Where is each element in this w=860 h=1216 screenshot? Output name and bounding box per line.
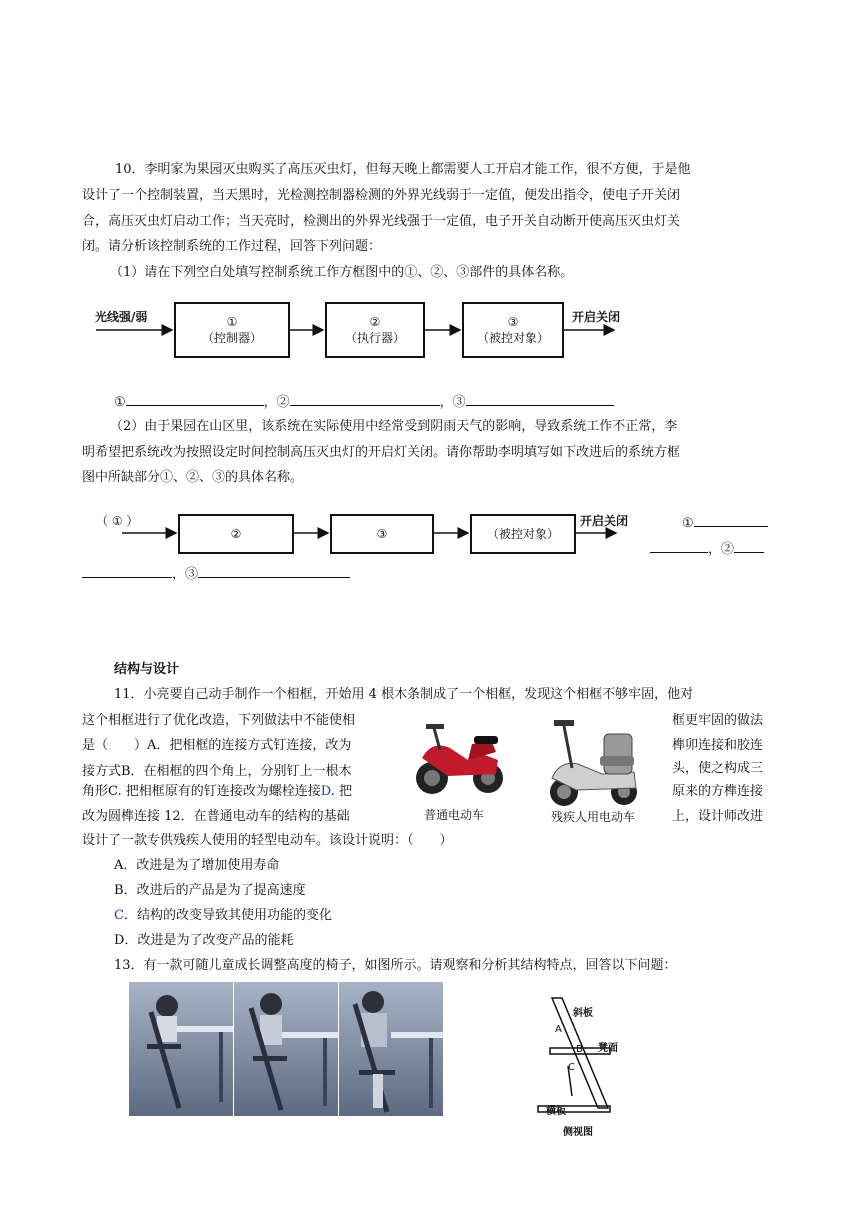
q12-option-b <box>114 882 306 900</box>
q11-line-5-tail: . 把 <box>330 784 352 799</box>
q12-option-c-letter: C <box>114 908 124 923</box>
diagram2-input-label: （ ① ） <box>96 514 139 528</box>
side-view-label-a: A <box>555 1024 562 1035</box>
q11-line-1: 11．小亮要自己动手制作一个相框，开始用 4 根木条制成了一个相框，发现这个相框不够牢固，他对 <box>114 687 694 702</box>
diagram1-box3-label: （被控对象） <box>476 331 549 345</box>
q11-line-2: 这个相框进行了优化改造，下列做法中不能使相 <box>82 713 356 728</box>
q12-option-d <box>114 932 293 950</box>
q11-right-line-2: 榫卯连接和胶连 <box>672 738 764 753</box>
diagram1-box2-num: ② <box>369 315 381 329</box>
q12-option-b-text: ．改进后的产品是为了提高速度 <box>123 883 306 898</box>
answer1-c-label: ，③ <box>439 395 466 410</box>
q13-text: 13．有一款可随儿童成长调整高度的椅子，如图所示。请观察和分析其结构特点，回答以下问题： <box>114 958 677 973</box>
q11-blue-letter-d: D <box>320 784 331 799</box>
diagram1-input-label: 光线强/弱 <box>95 310 148 324</box>
diagram2-output-label: 开启关闭 <box>580 514 629 528</box>
q11-right-line-4: 原来的方榫连接 <box>672 784 764 799</box>
diagram1-actuator-box <box>325 302 425 358</box>
answer2-a-blank[interactable] <box>694 514 768 527</box>
regular-scooter-image <box>412 720 507 800</box>
q12-option-a-letter: A <box>114 858 124 873</box>
q10-line-4: 闭。请分析该控制系统的工作过程，回答下列问题： <box>82 239 382 254</box>
q10-sub2-line-1: （2）由于果园在山区里，该系统在实际使用中经常受到阴雨天气的影响，导致系统工作不正常，李 <box>110 419 678 434</box>
q11-right-line-5: 上，设计师改进 <box>672 809 764 824</box>
q10-line-1: 10．李明家为果园灭虫购买了高压灭虫灯，但每天晚上都需要人工开启才能工作，很不方便，于是他 <box>115 162 691 177</box>
q10-answer2-part3 <box>82 565 350 584</box>
adjustable-chair-photos <box>129 982 443 1116</box>
diagram1-box1-num: ① <box>226 315 238 329</box>
regular-scooter-caption: 普通电动车 <box>424 808 485 822</box>
side-view-label-base: 横板 <box>546 1106 566 1117</box>
q11-right-line-3: 头，使之构成三 <box>672 761 764 776</box>
q12-option-d-letter: D <box>114 933 125 948</box>
answer1-c-blank[interactable] <box>466 393 614 406</box>
q10-line-3: 合，高压灭虫灯启动工作；当天亮时，检测出的外界光线强于一定值，电子开关自动断开使高压灭虫灯关 <box>82 214 681 229</box>
diagram1-box1-label: （控制器） <box>201 331 262 345</box>
diagram2-box-3 <box>330 514 434 554</box>
diagram2-box2-num: ② <box>230 527 242 541</box>
side-view-caption: 侧视图 <box>563 1127 593 1138</box>
q11-line-7: 设计了一款专供残疾人使用的轻型电动车。该设计说明：（ ） <box>82 833 453 848</box>
answer1-a-label: ① <box>114 395 126 410</box>
answer1-a-blank[interactable] <box>126 393 264 406</box>
q10-sub2-line-2: 明希望把系统改为按照设定时间控制高压灭虫灯的开启灯关闭。请你帮助李明填写如下改进后的系统方框 <box>82 445 681 460</box>
disabled-scooter-caption: 残疾人用电动车 <box>551 810 636 824</box>
side-view-label-slant: 斜板 <box>573 1008 593 1019</box>
diagram1-box3-num: ③ <box>507 315 519 329</box>
q11-line-4: 接方式B．在相框的四个角上，分别钉上一根木 <box>82 764 352 779</box>
q11-line-3: 是（ ）A．把相框的连接方式钉连接，改为 <box>82 738 352 753</box>
q11-right-line-1: 框更牢固的做法 <box>672 713 764 728</box>
q12-option-c <box>114 907 332 925</box>
q11-line-5 <box>82 783 352 801</box>
q10-sub2-line-3: 图中所缺部分①、②、③的具体名称。 <box>82 470 304 485</box>
answer2-a-blank-cont[interactable] <box>650 540 708 553</box>
diagram2-box-2 <box>178 514 294 554</box>
q10-line-2: 设计了一个控制装置，当天黑时，光检测控制器检测的外界光线弱于一定值，便发出指令，使电子开关闭 <box>82 188 681 203</box>
q10-answer2-part1 <box>682 514 768 533</box>
answer2-b-blank-cont[interactable] <box>82 565 172 578</box>
diagram1-arrows <box>0 290 860 370</box>
diagram2-box3-num: ③ <box>376 527 388 541</box>
q12-option-b-letter: B <box>114 883 124 898</box>
q12-option-c-text: ．结构的改变导致其使用功能的变化 <box>123 908 332 923</box>
answer1-b-label: ，② <box>263 395 290 410</box>
q10-sub1: （1）请在下列空白处填写控制系统工作方框图中的①、②、③部件的具体名称。 <box>110 265 574 280</box>
q11-line-5-text: 角形C. 把相框原有的钉连接改为螺栓连接 <box>82 784 321 799</box>
answer1-b-blank[interactable] <box>290 393 440 406</box>
q12-option-a <box>114 857 279 875</box>
diagram1-controlled-object-box <box>462 302 564 358</box>
diagram1-controller-box <box>174 302 290 358</box>
side-view-label-c: C <box>568 1062 575 1073</box>
q10-answer2-part2 <box>650 540 764 559</box>
q12-option-a-text: ．改进是为了增加使用寿命 <box>123 858 280 873</box>
q11-line-6: 改为圆榫连接 12．在普通电动车的结构的基础 <box>82 809 350 824</box>
diagram2-box4-label: （被控对象） <box>486 527 559 541</box>
answer2-a-label: ① <box>682 516 694 531</box>
disabled-scooter-image <box>546 712 641 812</box>
side-view-label-b: B <box>576 1044 583 1055</box>
diagram2-controlled-object-box <box>470 514 576 554</box>
q10-answer-line-1 <box>114 393 614 412</box>
section-title: 结构与设计 <box>114 662 180 677</box>
q12-option-d-text: ．改进是为了改变产品的能耗 <box>124 933 294 948</box>
diagram1-output-label: 开启关闭 <box>572 310 621 324</box>
diagram1-box2-label: （执行器） <box>344 331 405 345</box>
answer2-c-blank[interactable] <box>198 565 350 578</box>
side-view-label-seat: 凳面 <box>598 1043 618 1054</box>
answer2-b-blank[interactable] <box>734 540 764 553</box>
answer2-c-label: ，③ <box>172 567 199 582</box>
answer2-b-label: ，② <box>708 542 735 557</box>
